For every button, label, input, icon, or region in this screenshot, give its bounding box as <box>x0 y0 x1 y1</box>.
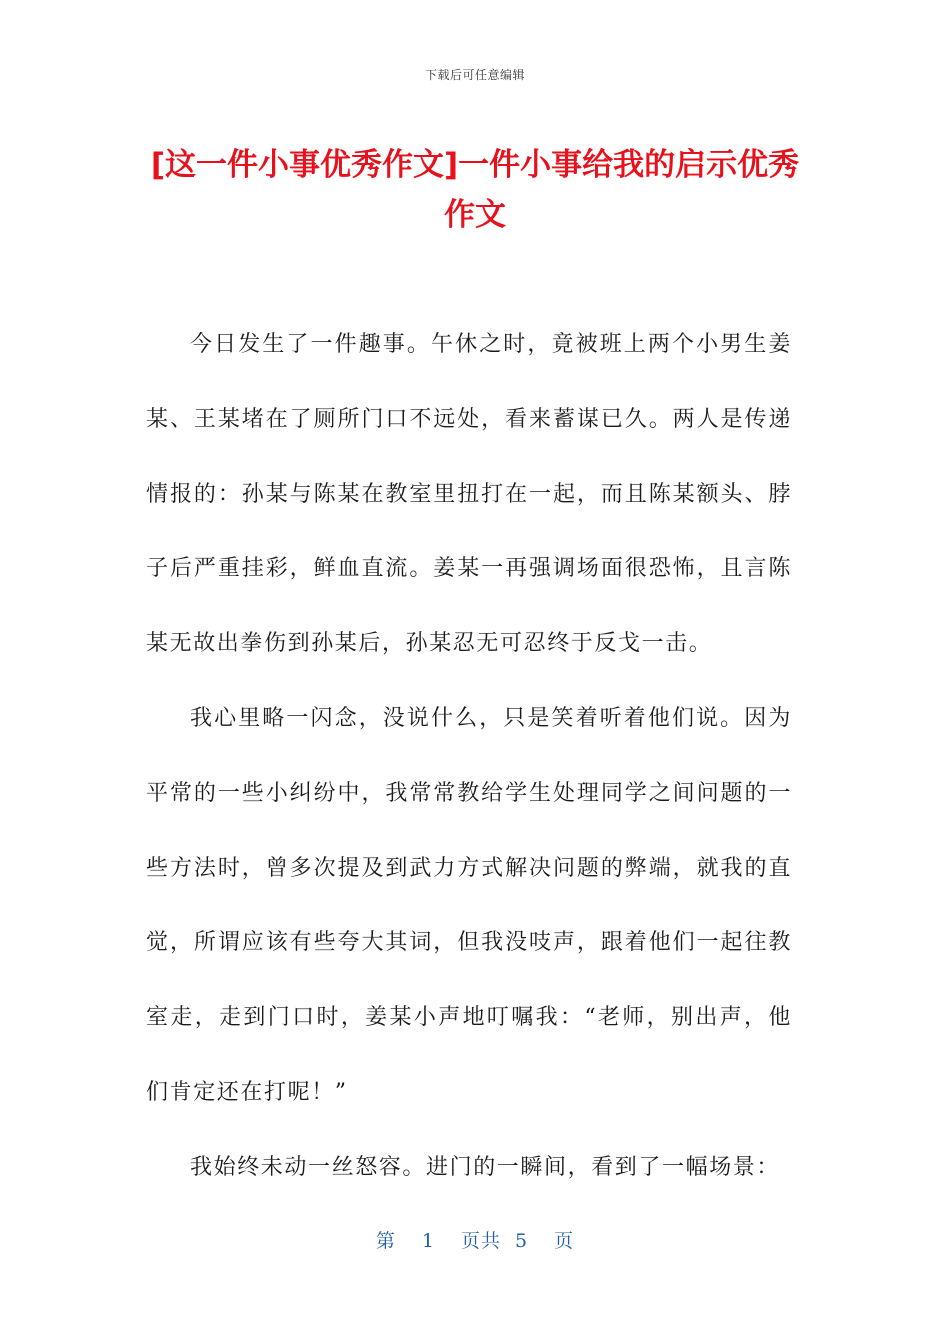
page-footer <box>0 1226 950 1253</box>
paragraph: 我心里略一闪念，没说什么，只是笑着听着他们说。因为平常的一些小纠纷中，我常常教给学生处理同学之间问题的一些方法时，曾多次提及到武力方式解决问题的弊端，就我的直觉，所谓应该有些夸大其词，但我没吱声，跟着他们一起往教室走，走到门口时，姜某小声地叮嘱我：“老师，别出声，他们肯定还在打呢！” <box>146 705 792 1105</box>
footer-prefix: 第 <box>375 1230 396 1252</box>
footer-current-page: 1 <box>421 1230 435 1252</box>
paragraph: 今日发生了一件趣事。午休之时，竟被班上两个小男生姜某、王某堵在了厕所门口不远处，看来蓄谋已久。两人是传递情报的：孙某与陈某在教室里扭打在一起，而且陈某额头、脖子后严重挂彩，鲜血直流。姜某一再强调场面很恐怖，且言陈某无故出拳伤到孙某后，孙某忍无可忍终于反戈一击。 <box>146 332 792 657</box>
document-title: [这一件小事优秀作文]一件小事给我的启示优秀作文 <box>150 147 800 233</box>
document-body <box>146 308 792 1206</box>
footer-total-pages: 5 <box>515 1230 529 1252</box>
header-note: 下载后可任意编辑 <box>424 68 525 82</box>
footer-suffix: 页 <box>554 1230 575 1252</box>
paragraph: 我始终未动一丝怒容。进门的一瞬间，看到了一幅场景： <box>190 1154 781 1180</box>
footer-middle: 页共 <box>460 1230 501 1252</box>
